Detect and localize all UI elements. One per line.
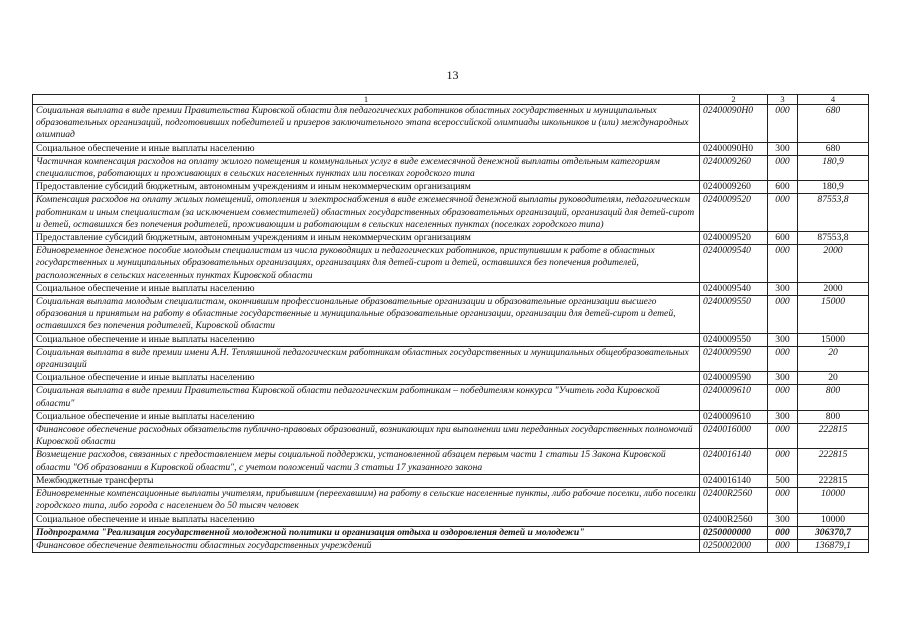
row-name: Социальное обеспечение и иные выплаты населению bbox=[33, 282, 700, 295]
table-row bbox=[33, 526, 869, 539]
row-expense-type: 000 bbox=[768, 105, 798, 143]
row-name: Финансовое обеспечение расходных обязательств публично-правовых образований, возникающих при выполнении ими переданных государственных полномочий Кировской области bbox=[33, 424, 700, 449]
row-code: 0240009260 bbox=[700, 181, 768, 194]
table-row bbox=[33, 142, 869, 155]
row-expense-type: 300 bbox=[768, 372, 798, 385]
row-code: 0240009590 bbox=[700, 346, 768, 371]
header-col-2: 2 bbox=[700, 95, 768, 105]
row-name: Финансовое обеспечение деятельности областных государственных учреждений bbox=[33, 539, 700, 552]
row-expense-type: 000 bbox=[768, 346, 798, 371]
table-row bbox=[33, 282, 869, 295]
row-name: Частичная компенсация расходов на оплату жилого помещения и коммунальных услуг в виде ежемесячной денежной выплаты отдельным категориям специалистов, работающих и проживающих в сельских населенных пунктах или поселках городского типа bbox=[33, 155, 700, 180]
row-name: Предоставление субсидий бюджетным, автономным учреждениям и иным некоммерческим организациям bbox=[33, 181, 700, 194]
row-sum: 222815 bbox=[798, 424, 869, 449]
row-sum: 20 bbox=[798, 346, 869, 371]
table-row bbox=[33, 372, 869, 385]
row-name: Возмещение расходов, связанных с предоставлением меры социальной поддержки, установленной абзацем первым части 1 статьи 15 Закона Кировской области "Об образовании в Кировской области", с учетом положений части 3 статьи 17 указанного закона bbox=[33, 449, 700, 474]
row-expense-type: 300 bbox=[768, 513, 798, 526]
row-name: Подпрограмма "Реализация государственной молодежной политики и организация отдыха и оздоровления детей и молодежи" bbox=[33, 526, 700, 539]
row-sum: 800 bbox=[798, 385, 869, 410]
row-expense-type: 300 bbox=[768, 410, 798, 423]
row-code: 0240009540 bbox=[700, 245, 768, 283]
row-code: 0240009590 bbox=[700, 372, 768, 385]
table-row bbox=[33, 385, 869, 410]
row-code: 02400090Н0 bbox=[700, 105, 768, 143]
table-row bbox=[33, 194, 869, 232]
row-code: 0240009610 bbox=[700, 385, 768, 410]
row-sum: 2000 bbox=[798, 282, 869, 295]
table-row bbox=[33, 155, 869, 180]
row-sum: 87553,8 bbox=[798, 232, 869, 245]
table-row bbox=[33, 296, 869, 334]
row-code: 0240009520 bbox=[700, 194, 768, 232]
row-expense-type: 300 bbox=[768, 333, 798, 346]
table-row bbox=[33, 346, 869, 371]
header-col-1: 1 bbox=[33, 95, 700, 105]
table-row bbox=[33, 232, 869, 245]
header-col-4: 4 bbox=[798, 95, 869, 105]
row-name: Межбюджетные трансферты bbox=[33, 474, 700, 487]
table-row bbox=[33, 539, 869, 552]
row-sum: 136879,1 bbox=[798, 539, 869, 552]
row-code: 0240016000 bbox=[700, 424, 768, 449]
row-sum: 10000 bbox=[798, 488, 869, 513]
row-name: Социальное обеспечение и иные выплаты населению bbox=[33, 513, 700, 526]
row-sum: 222815 bbox=[798, 449, 869, 474]
row-expense-type: 000 bbox=[768, 155, 798, 180]
row-sum: 180,9 bbox=[798, 181, 869, 194]
table-row bbox=[33, 181, 869, 194]
row-name: Компенсация расходов на оплату жилых помещений, отопления и электроснабжения в виде ежемесячной денежной выплаты руководителям, педагогическим работникам и иным специалистам (за исключением совместителей) областных государственных образовательных организаций, организаций для детей-сирот и детей, оставшихся без попечения родителей, проживающим и работающим в сельских населенных пунктах (поселках городского типа) bbox=[33, 194, 700, 232]
row-expense-type: 000 bbox=[768, 245, 798, 283]
row-sum: 680 bbox=[798, 142, 869, 155]
row-sum: 680 bbox=[798, 105, 869, 143]
row-code: 0250000000 bbox=[700, 526, 768, 539]
row-code: 0250002000 bbox=[700, 539, 768, 552]
row-expense-type: 300 bbox=[768, 142, 798, 155]
table-row bbox=[33, 474, 869, 487]
row-name: Социальная выплата в виде премии Правительства Кировской области для педагогических работников областных государственных и муниципальных образовательных организаций, подготовивших победителей и призеров заключительного этапа всероссийской олимпиады школьников и (или) международных олимпиад bbox=[33, 105, 700, 143]
table-row bbox=[33, 245, 869, 283]
table-row bbox=[33, 449, 869, 474]
row-expense-type: 000 bbox=[768, 424, 798, 449]
row-sum: 10000 bbox=[798, 513, 869, 526]
row-expense-type: 300 bbox=[768, 282, 798, 295]
row-code: 0240009550 bbox=[700, 333, 768, 346]
row-code: 0240009610 bbox=[700, 410, 768, 423]
table-header-row bbox=[33, 95, 869, 105]
row-sum: 2000 bbox=[798, 245, 869, 283]
row-name: Социальная выплата молодым специалистам, окончившим профессиональные образовательные организации и образовательные организации высшего образования и принятым на работу в областные государственные и муниципальные образовательные организации, организации для детей-сирот и детей, оставшихся без попечения родителей, Кировской области bbox=[33, 296, 700, 334]
table-row bbox=[33, 105, 869, 143]
row-name: Социальное обеспечение и иные выплаты населению bbox=[33, 333, 700, 346]
budget-table bbox=[32, 94, 869, 553]
row-sum: 306370,7 bbox=[798, 526, 869, 539]
row-code: 0240009550 bbox=[700, 296, 768, 334]
row-code: 02400R2560 bbox=[700, 513, 768, 526]
page-number: 13 bbox=[446, 68, 459, 82]
row-code: 0240016140 bbox=[700, 474, 768, 487]
row-sum: 180,9 bbox=[798, 155, 869, 180]
row-sum: 222815 bbox=[798, 474, 869, 487]
row-expense-type: 000 bbox=[768, 449, 798, 474]
row-expense-type: 600 bbox=[768, 181, 798, 194]
row-expense-type: 600 bbox=[768, 232, 798, 245]
row-name: Социальное обеспечение и иные выплаты населению bbox=[33, 142, 700, 155]
row-expense-type: 500 bbox=[768, 474, 798, 487]
row-sum: 20 bbox=[798, 372, 869, 385]
row-name: Социальная выплата в виде премии Правительства Кировской области педагогическим работникам – победителям конкурса "Учитель года Кировской области" bbox=[33, 385, 700, 410]
row-expense-type: 000 bbox=[768, 539, 798, 552]
row-expense-type: 000 bbox=[768, 385, 798, 410]
table-row bbox=[33, 424, 869, 449]
row-expense-type: 000 bbox=[768, 194, 798, 232]
table-row bbox=[33, 488, 869, 513]
row-code: 0240016140 bbox=[700, 449, 768, 474]
row-name: Предоставление субсидий бюджетным, автономным учреждениям и иным некоммерческим организациям bbox=[33, 232, 700, 245]
table-row bbox=[33, 513, 869, 526]
row-name: Единовременное денежное пособие молодым специалистам из числа руководящих и педагогических работников, приступившим к работе в областных государственных и муниципальных образовательных организациях, организациях для детей-сирот и детей, оставшихся без попечения родителей, расположенных в сельских населенных пунктах Кировской области bbox=[33, 245, 700, 283]
row-code: 0240009520 bbox=[700, 232, 768, 245]
row-name: Социальная выплата в виде премии имени А.Н. Тепляшиной педагогическим работникам областных государственных и муниципальных общеобразовательных организаций bbox=[33, 346, 700, 371]
row-code: 0240009260 bbox=[700, 155, 768, 180]
row-code: 0240009540 bbox=[700, 282, 768, 295]
row-name: Социальное обеспечение и иные выплаты населению bbox=[33, 410, 700, 423]
row-sum: 15000 bbox=[798, 333, 869, 346]
row-name: Единовременные компенсационные выплаты учителям, прибывшим (переехавшим) на работу в сельские населенные пункты, либо рабочие поселки, либо поселки городского типа, либо города с населением до 50 тысяч человек bbox=[33, 488, 700, 513]
row-name: Социальное обеспечение и иные выплаты населению bbox=[33, 372, 700, 385]
row-expense-type: 000 bbox=[768, 526, 798, 539]
row-code: 02400090Н0 bbox=[700, 142, 768, 155]
row-sum: 87553,8 bbox=[798, 194, 869, 232]
row-expense-type: 000 bbox=[768, 488, 798, 513]
header-col-3: 3 bbox=[768, 95, 798, 105]
row-code: 02400R2560 bbox=[700, 488, 768, 513]
row-expense-type: 000 bbox=[768, 296, 798, 334]
table-row bbox=[33, 410, 869, 423]
row-sum: 15000 bbox=[798, 296, 869, 334]
table-row bbox=[33, 333, 869, 346]
row-sum: 800 bbox=[798, 410, 869, 423]
